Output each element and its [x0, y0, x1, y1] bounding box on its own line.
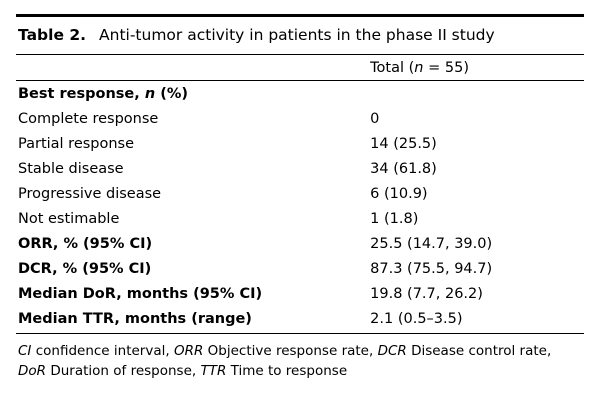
row-label-partial-response: Partial response [18, 135, 135, 152]
row-value-partial-response: 14 (25.5) [370, 135, 437, 152]
row-label-not-estimable: Not estimable [18, 210, 120, 227]
footnote-abbr-dcr: DCR [377, 343, 407, 360]
row-value-median-ttr: 2.1 (0.5–3.5) [370, 310, 463, 327]
table-body [16, 81, 584, 331]
row-label-best-response [16, 81, 368, 106]
footnote-text-dor: Duration of response, [46, 362, 201, 379]
table-caption-label: Table 2. [18, 26, 87, 44]
row-value-dcr: 87.3 (75.5, 94.7) [370, 260, 493, 277]
table-caption [16, 17, 584, 54]
row-value-progressive-disease: 6 (10.9) [370, 185, 428, 202]
row-label-text-tail: (%) [155, 85, 188, 102]
row-value-best-response [368, 81, 584, 106]
table-row [16, 106, 584, 131]
table-row [16, 231, 584, 256]
table-row [16, 156, 584, 181]
table-header-total-cell [368, 55, 584, 80]
table-row [16, 81, 584, 106]
table-header-blank-cell [16, 55, 368, 80]
row-value-complete-response: 0 [370, 110, 380, 127]
table-footnote [16, 334, 584, 381]
footnote-abbr-orr: ORR [173, 343, 204, 360]
table-row [16, 206, 584, 231]
row-value-orr: 25.5 (14.7, 39.0) [370, 235, 493, 252]
row-label-median-dor: Median DoR, months (95% CI) [18, 285, 263, 302]
total-label-n: n [414, 59, 424, 76]
row-value-median-dor: 19.8 (7.7, 26.2) [370, 285, 483, 302]
table-header-section [16, 55, 584, 80]
footnote-abbr-ttr: TTR [200, 362, 227, 379]
table-row [16, 181, 584, 206]
row-label-median-ttr: Median TTR, months (range) [18, 310, 252, 327]
footnote-abbr-ci: CI [18, 343, 32, 360]
footnote-text-orr: Objective response rate, [203, 343, 378, 360]
footnote-text-dcr: Disease control rate, [406, 343, 552, 360]
row-label-stable-disease: Stable disease [18, 160, 124, 177]
footnote-line-2 [18, 362, 582, 382]
row-label-progressive-disease: Progressive disease [18, 185, 162, 202]
row-label-dcr: DCR, % (95% CI) [18, 260, 152, 277]
table-row [16, 256, 584, 281]
table-caption-text: Anti-tumor activity in patients in the phase II study [99, 26, 495, 44]
table-header-row [16, 55, 584, 80]
row-label-italic: n [144, 85, 156, 102]
footnote-text-ttr: Time to response [226, 362, 348, 379]
row-value-stable-disease: 34 (61.8) [370, 160, 437, 177]
table-row [16, 281, 584, 306]
total-label-tail: = 55) [423, 59, 469, 76]
row-label-orr: ORR, % (95% CI) [18, 235, 153, 252]
row-value-not-estimable: 1 (1.8) [370, 210, 419, 227]
total-label-pre: Total ( [370, 59, 415, 76]
footnote-line-1 [18, 342, 582, 362]
table-row [16, 131, 584, 156]
footnote-text-ci: confidence interval, [31, 343, 174, 360]
row-label-complete-response: Complete response [18, 110, 159, 127]
row-label-text: Best response, [18, 85, 145, 102]
footnote-abbr-dor: DoR [18, 362, 47, 379]
table-row [16, 306, 584, 331]
